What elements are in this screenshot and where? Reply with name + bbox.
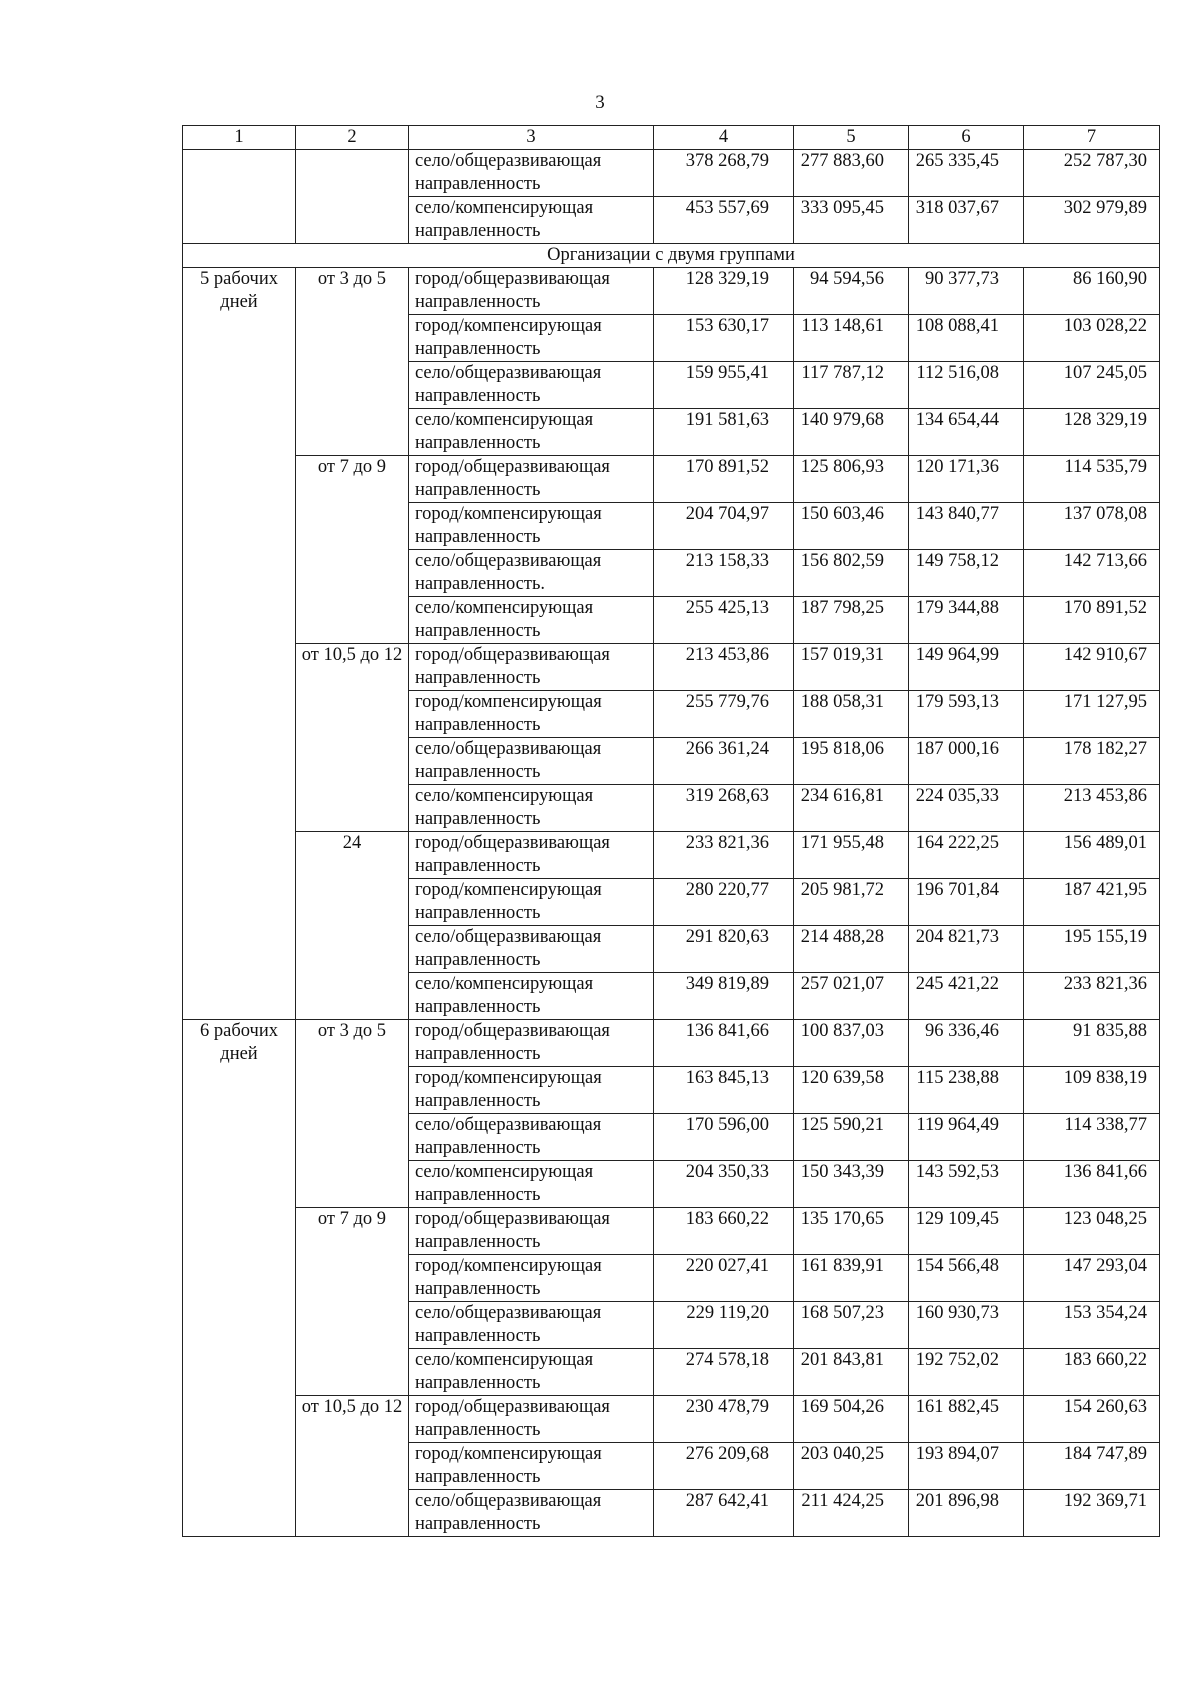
column-header: 5 <box>794 126 909 150</box>
value-cell: 266 361,24 <box>654 738 794 785</box>
org-type-cell <box>409 315 654 362</box>
org-type-suffix: направленность <box>415 1044 541 1064</box>
value-cell: 203 040,25 <box>794 1443 909 1490</box>
value-cell: 157 019,31 <box>794 644 909 691</box>
org-type-label: село/общеразвивающая <box>415 1491 602 1511</box>
org-type-cell <box>409 409 654 456</box>
value-cell: 214 488,28 <box>794 926 909 973</box>
org-type-cell <box>409 503 654 550</box>
value-cell: 143 592,53 <box>909 1161 1024 1208</box>
value-cell: 188 058,31 <box>794 691 909 738</box>
org-type-cell <box>409 1255 654 1302</box>
org-type-cell <box>409 644 654 691</box>
days-cell <box>183 150 296 244</box>
org-type-suffix: направленность <box>415 950 541 970</box>
value-cell: 196 701,84 <box>909 879 1024 926</box>
value-cell: 171 955,48 <box>794 832 909 879</box>
org-type-suffix: направленность <box>415 1279 541 1299</box>
hours-cell: 24 <box>296 832 409 1020</box>
org-type-suffix: направленность <box>415 174 541 194</box>
page-number: 3 <box>595 92 605 113</box>
column-header: 7 <box>1024 126 1160 150</box>
header-row <box>183 126 1160 150</box>
value-cell: 211 424,25 <box>794 1490 909 1537</box>
value-cell: 159 955,41 <box>654 362 794 409</box>
org-type-label: село/компенсирующая <box>415 1162 594 1182</box>
value-cell: 195 818,06 <box>794 738 909 785</box>
value-cell: 96 336,46 <box>909 1020 1024 1067</box>
value-cell: 213 158,33 <box>654 550 794 597</box>
value-cell: 125 806,93 <box>794 456 909 503</box>
org-type-suffix: направленность <box>415 433 541 453</box>
value-cell: 163 845,13 <box>654 1067 794 1114</box>
org-type-label: город/компенсирующая <box>415 1256 602 1276</box>
org-type-label: село/общеразвивающая <box>415 551 602 571</box>
org-type-suffix: направленность <box>415 386 541 406</box>
org-type-suffix: направленность <box>415 1467 541 1487</box>
org-type-cell <box>409 550 654 597</box>
value-cell: 120 639,58 <box>794 1067 909 1114</box>
value-cell: 114 338,77 <box>1024 1114 1160 1161</box>
hours-cell: от 10,5 до 12 <box>296 1396 409 1537</box>
org-type-label: село/компенсирующая <box>415 974 594 994</box>
org-type-cell <box>409 150 654 197</box>
org-type-cell <box>409 1020 654 1067</box>
value-cell: 187 798,25 <box>794 597 909 644</box>
org-type-suffix: направленность <box>415 762 541 782</box>
org-type-cell <box>409 197 654 244</box>
org-type-label: село/общеразвивающая <box>415 1303 602 1323</box>
org-type-label: город/общеразвивающая <box>415 457 610 477</box>
hours-cell <box>296 150 409 244</box>
value-cell: 170 891,52 <box>1024 597 1160 644</box>
org-type-suffix: направленность <box>415 339 541 359</box>
org-type-label: село/компенсирующая <box>415 410 594 430</box>
value-cell: 229 119,20 <box>654 1302 794 1349</box>
value-cell: 213 453,86 <box>1024 785 1160 832</box>
value-cell: 169 504,26 <box>794 1396 909 1443</box>
org-type-suffix: направленность <box>415 1514 541 1534</box>
section-title: Организации с двумя группами <box>183 244 1160 268</box>
value-cell: 149 758,12 <box>909 550 1024 597</box>
value-cell: 193 894,07 <box>909 1443 1024 1490</box>
org-type-cell <box>409 268 654 315</box>
org-type-cell <box>409 832 654 879</box>
value-cell: 183 660,22 <box>1024 1349 1160 1396</box>
value-cell: 154 566,48 <box>909 1255 1024 1302</box>
value-cell: 233 821,36 <box>654 832 794 879</box>
value-cell: 276 209,68 <box>654 1443 794 1490</box>
org-type-label: город/общеразвивающая <box>415 1397 610 1417</box>
value-cell: 319 268,63 <box>654 785 794 832</box>
org-type-suffix: направленность <box>415 715 541 735</box>
org-type-cell <box>409 597 654 644</box>
org-type-label: село/компенсирующая <box>415 598 594 618</box>
org-type-label: город/компенсирующая <box>415 1068 602 1088</box>
hours-cell: от 10,5 до 12 <box>296 644 409 832</box>
org-type-suffix: направленность <box>415 527 541 547</box>
days-cell: 6 рабочих дней <box>183 1020 296 1537</box>
column-header: 3 <box>409 126 654 150</box>
org-type-suffix: направленность <box>415 221 541 241</box>
value-cell: 154 260,63 <box>1024 1396 1160 1443</box>
value-cell: 171 127,95 <box>1024 691 1160 738</box>
value-cell: 161 882,45 <box>909 1396 1024 1443</box>
value-cell: 192 752,02 <box>909 1349 1024 1396</box>
org-type-label: город/общеразвивающая <box>415 645 610 665</box>
value-cell: 213 453,86 <box>654 644 794 691</box>
value-cell: 128 329,19 <box>654 268 794 315</box>
org-type-label: город/общеразвивающая <box>415 833 610 853</box>
value-cell: 170 891,52 <box>654 456 794 503</box>
value-cell: 453 557,69 <box>654 197 794 244</box>
value-cell: 220 027,41 <box>654 1255 794 1302</box>
value-cell: 136 841,66 <box>1024 1161 1160 1208</box>
value-cell: 117 787,12 <box>794 362 909 409</box>
org-type-cell <box>409 1114 654 1161</box>
value-cell: 112 516,08 <box>909 362 1024 409</box>
value-cell: 161 839,91 <box>794 1255 909 1302</box>
value-cell: 187 421,95 <box>1024 879 1160 926</box>
hours-cell: от 7 до 9 <box>296 456 409 644</box>
org-type-cell <box>409 879 654 926</box>
value-cell: 137 078,08 <box>1024 503 1160 550</box>
org-type-cell <box>409 1302 654 1349</box>
org-type-suffix: направленность <box>415 856 541 876</box>
org-type-label: город/компенсирующая <box>415 316 602 336</box>
org-type-cell <box>409 785 654 832</box>
value-cell: 204 821,73 <box>909 926 1024 973</box>
org-type-label: село/общеразвивающая <box>415 363 602 383</box>
org-type-label: город/общеразвивающая <box>415 269 610 289</box>
value-cell: 86 160,90 <box>1024 268 1160 315</box>
value-cell: 160 930,73 <box>909 1302 1024 1349</box>
value-cell: 349 819,89 <box>654 973 794 1020</box>
table-row <box>183 1396 1160 1443</box>
org-type-suffix: направленность <box>415 1091 541 1111</box>
org-type-label: село/компенсирующая <box>415 786 594 806</box>
org-type-suffix: направленность <box>415 1185 541 1205</box>
org-type-suffix: направленность <box>415 997 541 1017</box>
value-cell: 287 642,41 <box>654 1490 794 1537</box>
column-header: 4 <box>654 126 794 150</box>
org-type-cell <box>409 691 654 738</box>
value-cell: 191 581,63 <box>654 409 794 456</box>
org-type-label: село/общеразвивающая <box>415 927 602 947</box>
value-cell: 90 377,73 <box>909 268 1024 315</box>
value-cell: 143 840,77 <box>909 503 1024 550</box>
org-type-suffix: направленность <box>415 1373 541 1393</box>
column-header: 6 <box>909 126 1024 150</box>
value-cell: 100 837,03 <box>794 1020 909 1067</box>
section-row <box>183 244 1160 268</box>
org-type-cell <box>409 1490 654 1537</box>
hours-cell: от 3 до 5 <box>296 1020 409 1208</box>
value-cell: 103 028,22 <box>1024 315 1160 362</box>
days-cell: 5 рабочих дней <box>183 268 296 1020</box>
org-type-cell <box>409 1396 654 1443</box>
hours-cell: от 7 до 9 <box>296 1208 409 1396</box>
org-type-suffix: направленность <box>415 1138 541 1158</box>
value-cell: 135 170,65 <box>794 1208 909 1255</box>
org-type-suffix: направленность <box>415 480 541 500</box>
value-cell: 179 344,88 <box>909 597 1024 644</box>
org-type-label: город/компенсирующая <box>415 692 602 712</box>
table-body <box>183 150 1160 1537</box>
value-cell: 147 293,04 <box>1024 1255 1160 1302</box>
value-cell: 204 350,33 <box>654 1161 794 1208</box>
value-cell: 265 335,45 <box>909 150 1024 197</box>
value-cell: 142 713,66 <box>1024 550 1160 597</box>
value-cell: 125 590,21 <box>794 1114 909 1161</box>
org-type-suffix: направленность <box>415 1232 541 1252</box>
org-type-cell <box>409 738 654 785</box>
value-cell: 150 603,46 <box>794 503 909 550</box>
org-type-cell <box>409 456 654 503</box>
table-row <box>183 268 1160 315</box>
org-type-suffix: направленность <box>415 1420 541 1440</box>
table-row <box>183 150 1160 197</box>
value-cell: 195 155,19 <box>1024 926 1160 973</box>
org-type-label: село/общеразвивающая <box>415 1115 602 1135</box>
org-type-suffix: направленность <box>415 1326 541 1346</box>
value-cell: 205 981,72 <box>794 879 909 926</box>
value-cell: 114 535,79 <box>1024 456 1160 503</box>
value-cell: 378 268,79 <box>654 150 794 197</box>
value-cell: 142 910,67 <box>1024 644 1160 691</box>
value-cell: 245 421,22 <box>909 973 1024 1020</box>
hours-cell: от 3 до 5 <box>296 268 409 456</box>
table-row <box>183 1020 1160 1067</box>
value-cell: 140 979,68 <box>794 409 909 456</box>
value-cell: 108 088,41 <box>909 315 1024 362</box>
value-cell: 136 841,66 <box>654 1020 794 1067</box>
value-cell: 156 489,01 <box>1024 832 1160 879</box>
value-cell: 201 843,81 <box>794 1349 909 1396</box>
value-cell: 183 660,22 <box>654 1208 794 1255</box>
org-type-suffix: направленность <box>415 668 541 688</box>
value-cell: 224 035,33 <box>909 785 1024 832</box>
value-cell: 156 802,59 <box>794 550 909 597</box>
org-type-label: город/общеразвивающая <box>415 1209 610 1229</box>
value-cell: 179 593,13 <box>909 691 1024 738</box>
table-row <box>183 456 1160 503</box>
value-cell: 204 704,97 <box>654 503 794 550</box>
value-cell: 252 787,30 <box>1024 150 1160 197</box>
value-cell: 201 896,98 <box>909 1490 1024 1537</box>
org-type-cell <box>409 926 654 973</box>
value-cell: 280 220,77 <box>654 879 794 926</box>
value-cell: 291 820,63 <box>654 926 794 973</box>
table-row <box>183 832 1160 879</box>
value-cell: 257 021,07 <box>794 973 909 1020</box>
value-cell: 113 148,61 <box>794 315 909 362</box>
org-type-label: город/компенсирующая <box>415 880 602 900</box>
column-header: 2 <box>296 126 409 150</box>
value-cell: 184 747,89 <box>1024 1443 1160 1490</box>
value-cell: 178 182,27 <box>1024 738 1160 785</box>
value-cell: 164 222,25 <box>909 832 1024 879</box>
org-type-cell <box>409 362 654 409</box>
value-cell: 134 654,44 <box>909 409 1024 456</box>
value-cell: 234 616,81 <box>794 785 909 832</box>
value-cell: 115 238,88 <box>909 1067 1024 1114</box>
value-cell: 123 048,25 <box>1024 1208 1160 1255</box>
table-row <box>183 1208 1160 1255</box>
org-type-label: село/общеразвивающая <box>415 151 602 171</box>
org-type-cell <box>409 1161 654 1208</box>
tariff-table <box>182 125 1160 1537</box>
org-type-suffix: направленность <box>415 621 541 641</box>
org-type-suffix: направленность <box>415 292 541 312</box>
value-cell: 255 425,13 <box>654 597 794 644</box>
value-cell: 153 354,24 <box>1024 1302 1160 1349</box>
value-cell: 94 594,56 <box>794 268 909 315</box>
value-cell: 318 037,67 <box>909 197 1024 244</box>
org-type-cell <box>409 1349 654 1396</box>
value-cell: 233 821,36 <box>1024 973 1160 1020</box>
org-type-label: город/компенсирующая <box>415 504 602 524</box>
value-cell: 170 596,00 <box>654 1114 794 1161</box>
value-cell: 150 343,39 <box>794 1161 909 1208</box>
value-cell: 129 109,45 <box>909 1208 1024 1255</box>
value-cell: 333 095,45 <box>794 197 909 244</box>
org-type-suffix: направленность <box>415 903 541 923</box>
value-cell: 230 478,79 <box>654 1396 794 1443</box>
org-type-label: город/компенсирующая <box>415 1444 602 1464</box>
org-type-label: село/компенсирующая <box>415 1350 594 1370</box>
org-type-suffix: направленность. <box>415 574 546 594</box>
value-cell: 274 578,18 <box>654 1349 794 1396</box>
org-type-cell <box>409 973 654 1020</box>
org-type-cell <box>409 1443 654 1490</box>
value-cell: 277 883,60 <box>794 150 909 197</box>
org-type-cell <box>409 1067 654 1114</box>
value-cell: 107 245,05 <box>1024 362 1160 409</box>
org-type-label: село/компенсирующая <box>415 198 594 218</box>
org-type-cell <box>409 1208 654 1255</box>
value-cell: 149 964,99 <box>909 644 1024 691</box>
value-cell: 187 000,16 <box>909 738 1024 785</box>
value-cell: 168 507,23 <box>794 1302 909 1349</box>
value-cell: 192 369,71 <box>1024 1490 1160 1537</box>
value-cell: 153 630,17 <box>654 315 794 362</box>
table-row <box>183 644 1160 691</box>
value-cell: 302 979,89 <box>1024 197 1160 244</box>
org-type-label: город/общеразвивающая <box>415 1021 610 1041</box>
org-type-label: село/общеразвивающая <box>415 739 602 759</box>
column-header: 1 <box>183 126 296 150</box>
value-cell: 255 779,76 <box>654 691 794 738</box>
value-cell: 91 835,88 <box>1024 1020 1160 1067</box>
value-cell: 128 329,19 <box>1024 409 1160 456</box>
value-cell: 120 171,36 <box>909 456 1024 503</box>
org-type-suffix: направленность <box>415 809 541 829</box>
value-cell: 109 838,19 <box>1024 1067 1160 1114</box>
value-cell: 119 964,49 <box>909 1114 1024 1161</box>
